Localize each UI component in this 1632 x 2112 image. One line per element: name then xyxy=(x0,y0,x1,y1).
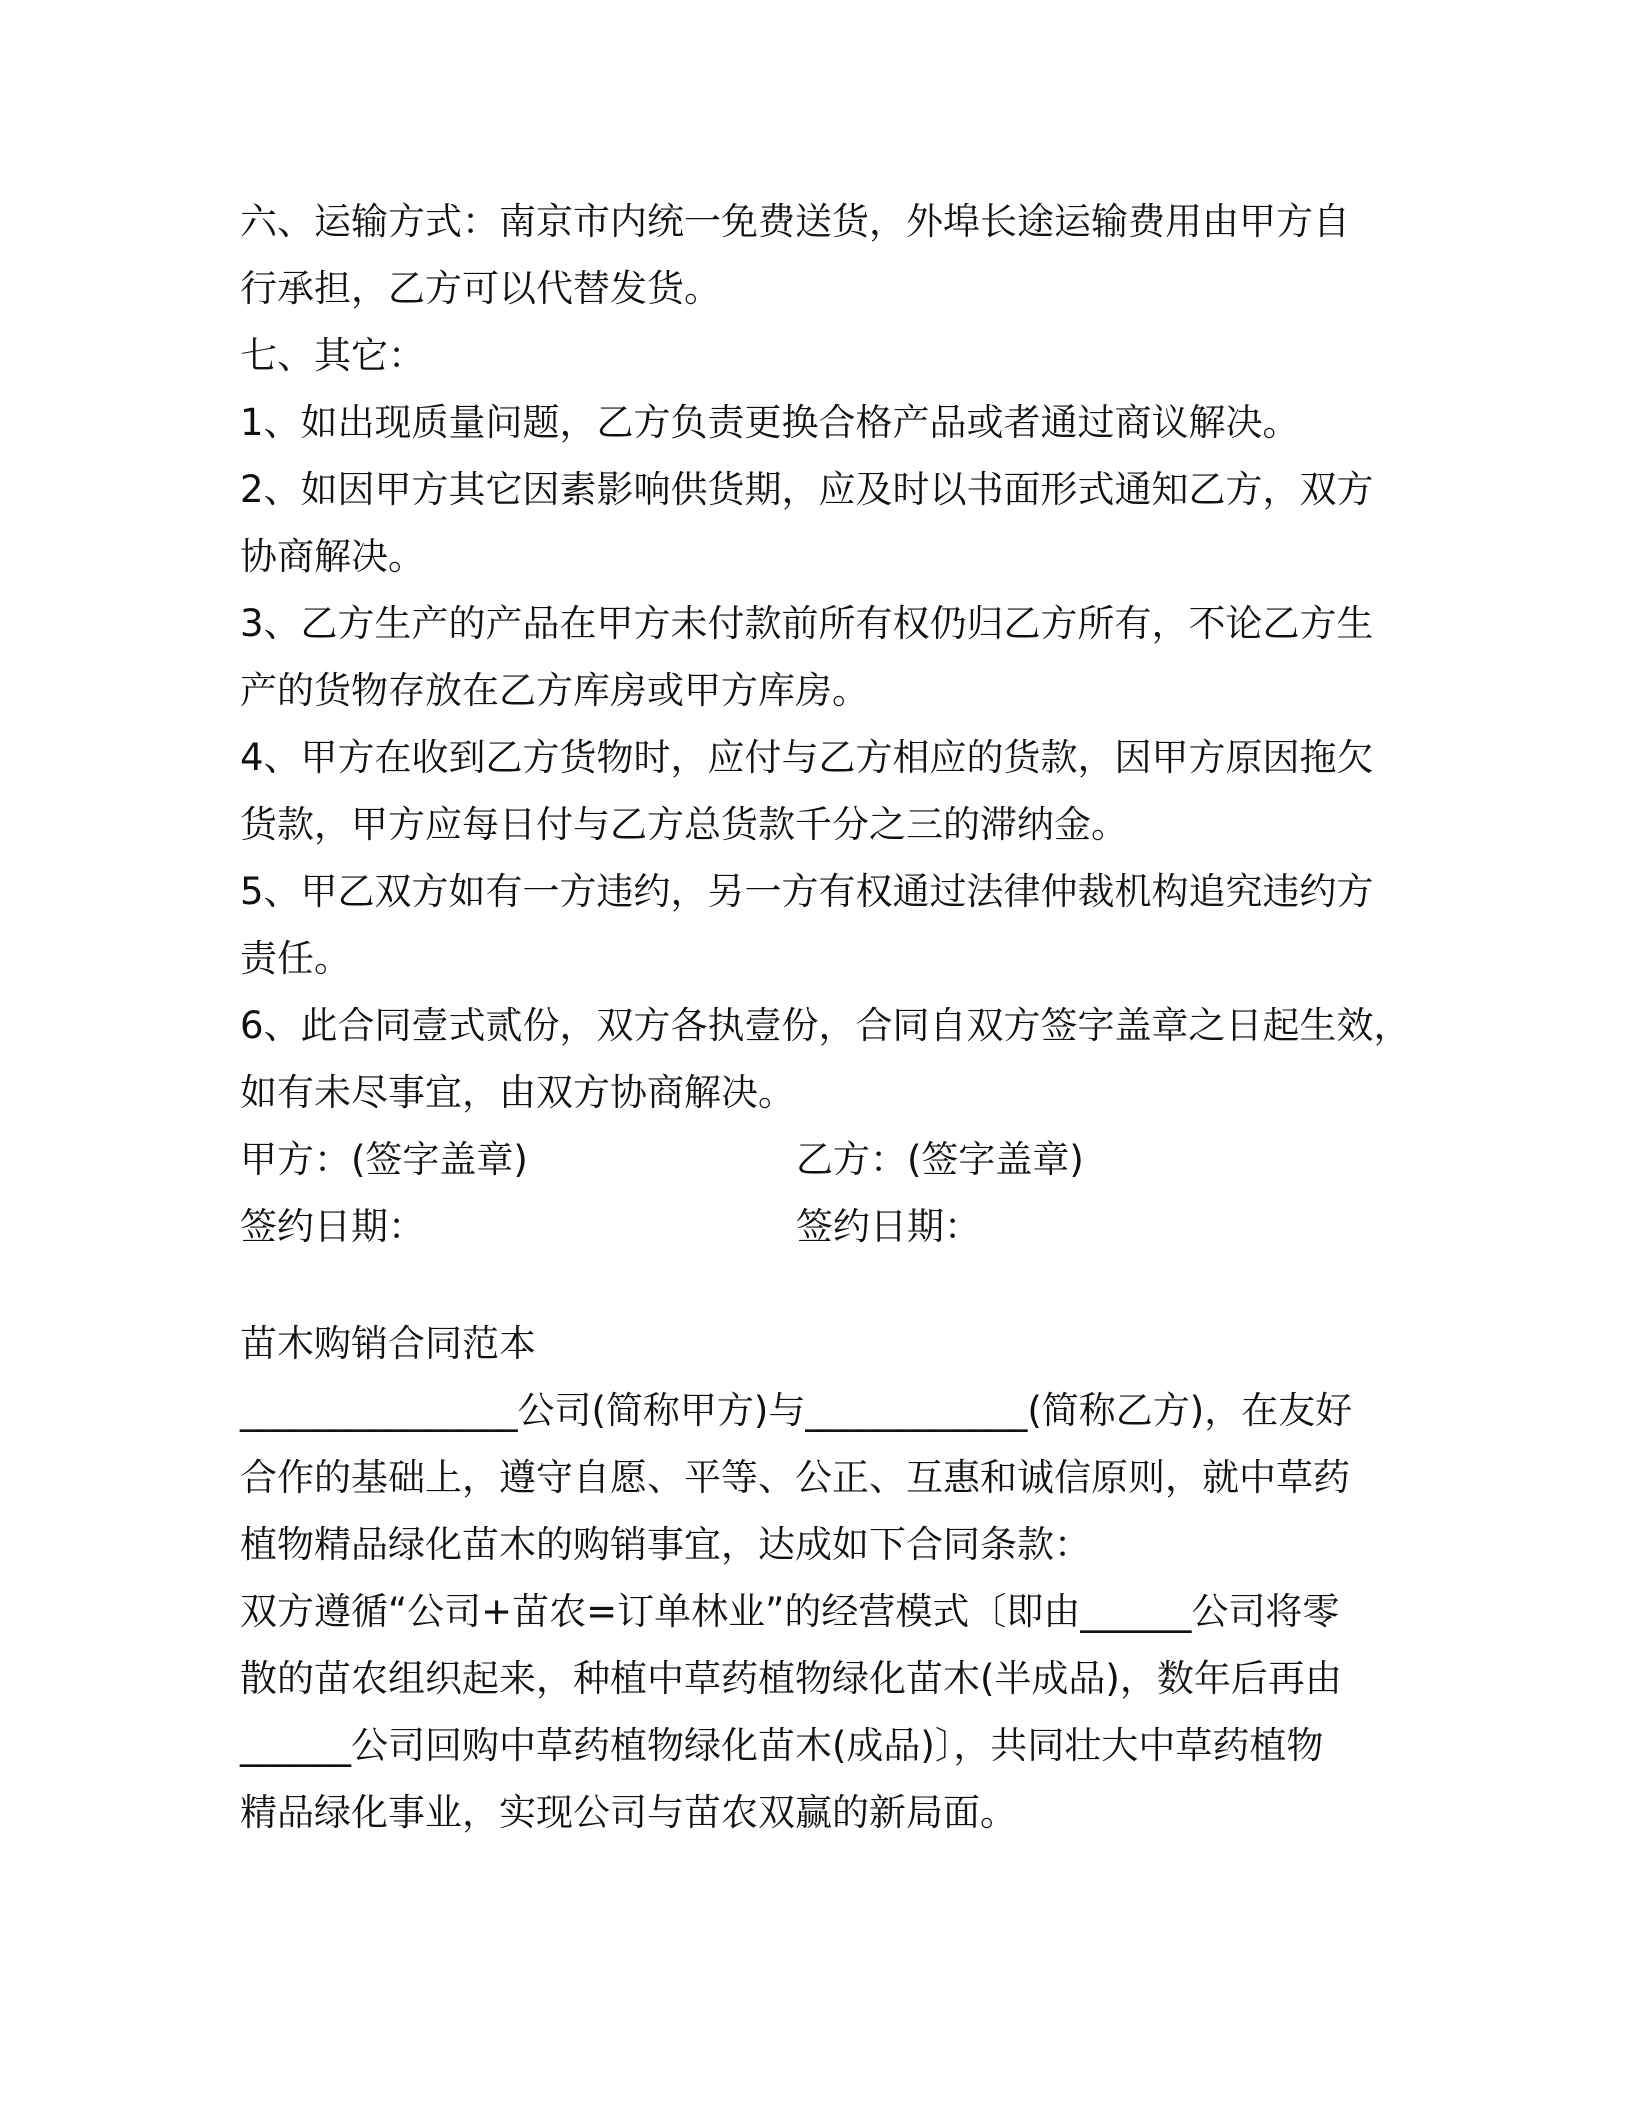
section-spacer xyxy=(240,1260,1410,1310)
section-six-line: 行承担，乙方可以代替发货。 xyxy=(240,267,721,310)
clause-item-3-cont: 产的货物存放在乙方库房或甲方库房。 xyxy=(240,669,869,712)
clause-item-5: 5、甲乙双方如有一方违约，另一方有权通过法律仲裁机构追究违约方 xyxy=(240,870,1374,913)
party-b-date: 签约日期： xyxy=(796,1205,981,1248)
preamble-line: _______________公司(简称甲方)与____________(简称乙方)，在友好 xyxy=(240,1389,1353,1432)
clause-item-2-cont: 协商解决。 xyxy=(240,535,425,578)
clause-item-4: 4、甲方在收到乙方货物时，应付与乙方相应的货款，因甲方原因拖欠 xyxy=(240,736,1374,779)
preamble-line: 植物精品绿化苗木的购销事宜，达成如下合同条款： xyxy=(240,1523,1091,1566)
business-model-line: 双方遵循“公司+苗农=订单林业”的经营模式〔即由______公司将零 xyxy=(240,1590,1340,1633)
business-model-line: 精品绿化事业，实现公司与苗农双赢的新局面。 xyxy=(240,1791,1017,1834)
party-a-signature: 甲方：(签字盖章) xyxy=(240,1138,528,1181)
party-a-date: 签约日期： xyxy=(240,1205,425,1248)
clause-item-6: 6、此合同壹式贰份，双方各执壹份，合同自双方签字盖章之日起生效， xyxy=(240,1004,1411,1047)
business-model-line: ______公司回购中草药植物绿化苗木(成品)〕，共同壮大中草药植物 xyxy=(240,1724,1324,1767)
clause-item-1: 1、如出现质量问题，乙方负责更换合格产品或者通过商议解决。 xyxy=(240,401,1300,444)
business-model-line: 散的苗农组织起来，种植中草药植物绿化苗木(半成品)，数年后再由 xyxy=(240,1657,1342,1700)
clause-item-4-cont: 货款，甲方应每日付与乙方总货款千分之三的滞纳金。 xyxy=(240,803,1128,846)
signature-row xyxy=(240,1126,1410,1193)
clause-item-3: 3、乙方生产的产品在甲方未付款前所有权仍归乙方所有，不论乙方生 xyxy=(240,602,1374,645)
section-six-line: 六、运输方式：南京市内统一免费送货，外埠长途运输费用由甲方自 xyxy=(240,200,1350,243)
party-b-signature: 乙方：(签字盖章) xyxy=(796,1138,1084,1181)
preamble-line: 合作的基础上，遵守自愿、平等、公正、互惠和诚信原则，就中草药 xyxy=(240,1456,1350,1499)
signature-date-row xyxy=(240,1193,1410,1260)
clause-item-2: 2、如因甲方其它因素影响供货期，应及时以书面形式通知乙方，双方 xyxy=(240,468,1374,511)
contract-title: 苗木购销合同范本 xyxy=(240,1322,536,1365)
clause-item-5-cont: 责任。 xyxy=(240,937,351,980)
section-seven-heading: 七、其它： xyxy=(240,334,425,377)
document-page xyxy=(240,188,1410,1846)
clause-item-6-cont: 如有未尽事宜，由双方协商解决。 xyxy=(240,1071,795,1114)
